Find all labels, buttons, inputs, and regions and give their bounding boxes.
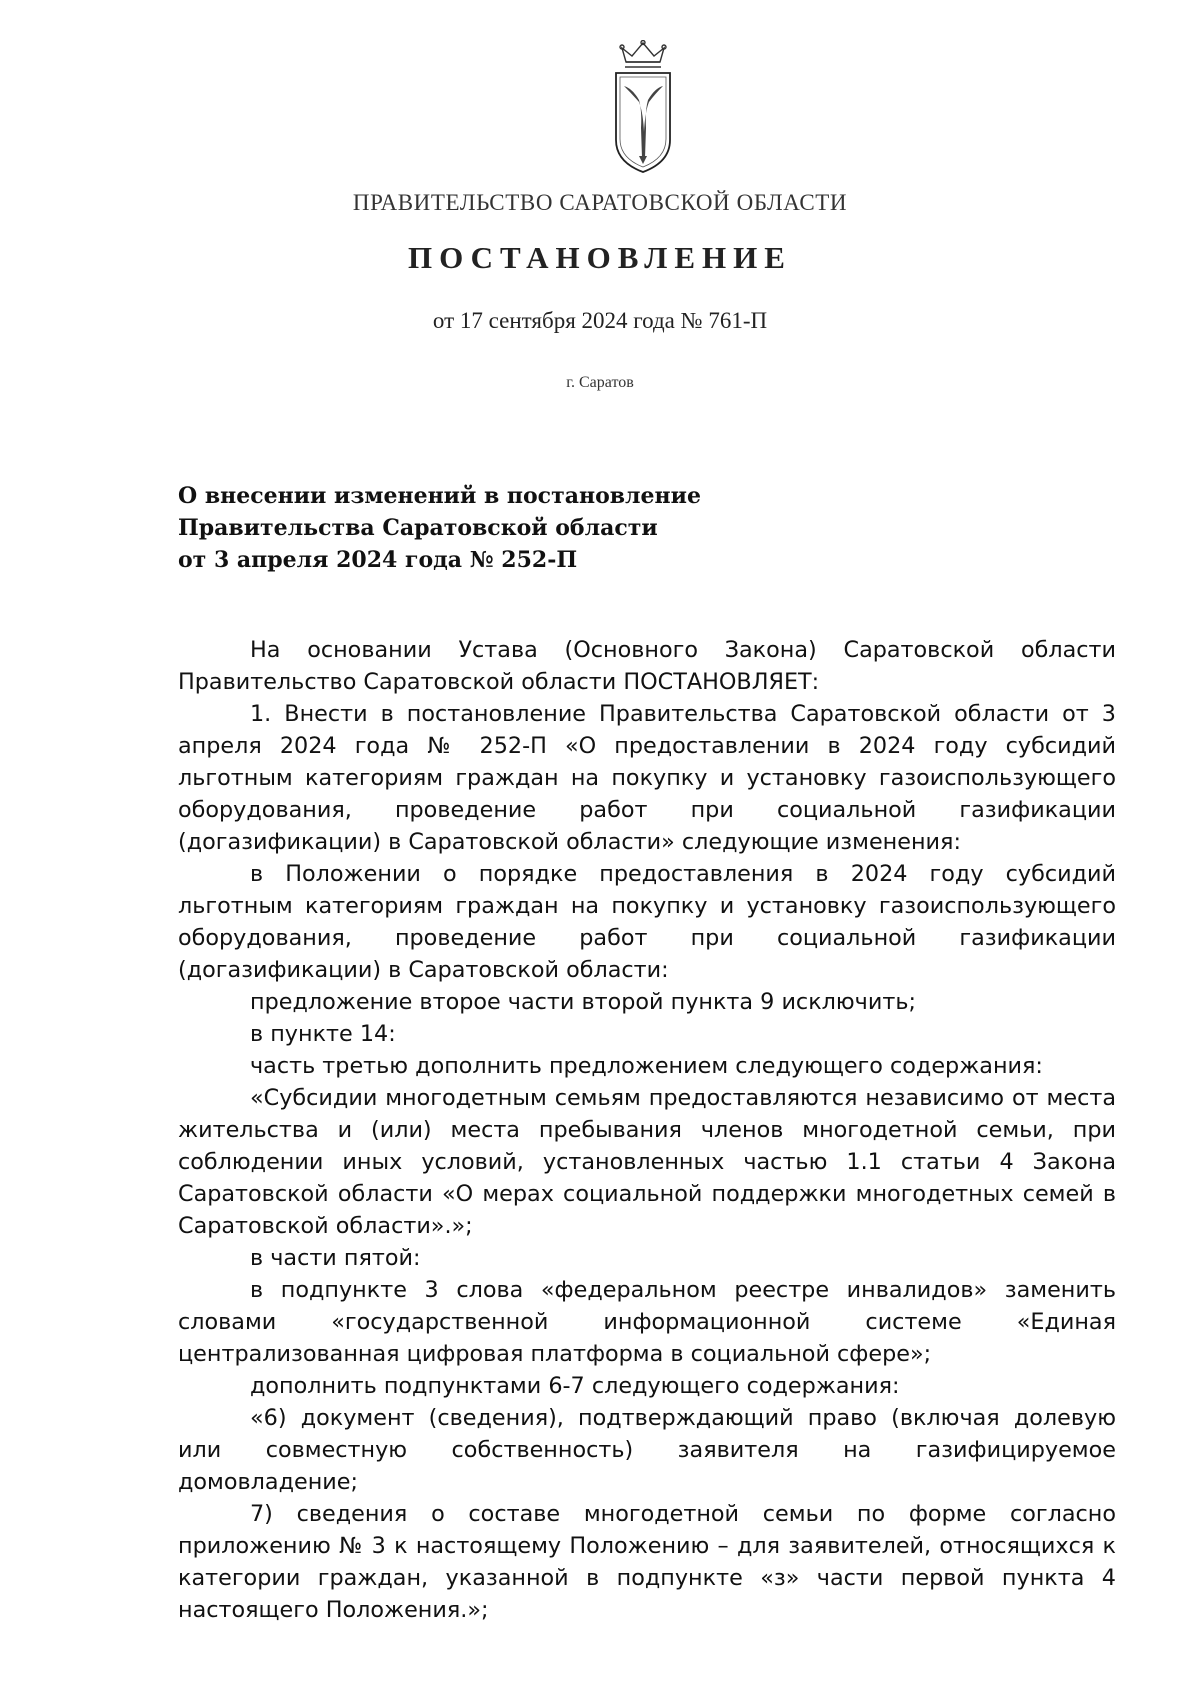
body-paragraph: предложение второе части второй пункта 9 исключить; (250, 989, 916, 1015)
government-title: ПРАВИТЕЛЬСТВО САРАТОВСКОЙ ОБЛАСТИ (352, 190, 848, 215)
title-line: Правительства Саратовской области (178, 515, 658, 541)
body-paragraph: дополнить подпунктами 6-7 следующего содержания: (250, 1373, 900, 1399)
body-paragraph: в части пятой: (250, 1245, 421, 1271)
body-paragraph: в Положении о порядке предоставления в 2024 году субсидий льготным категориям граждан на покупку и установку газоиспользующего оборудования, проведение работ при социальной газификации (догазификации) в Саратовской области: (178, 861, 1116, 983)
saratov-coat-of-arms-icon (612, 40, 674, 176)
body-paragraph: «Субсидии многодетным семьям предоставляются независимо от места жительства и (или) места пребывания членов многодетной семьи, при соблюдении иных условий, установленных частью 1.1 статьи 4 Закона Саратовской области «О мерах социальной поддержки многодетных семей в Саратовской области».»; (178, 1085, 1116, 1239)
document-title (178, 480, 778, 576)
document-city: г. Саратов (566, 374, 634, 391)
body-paragraph: в подпункте 3 слова «федеральном реестре инвалидов» заменить словами «государственной информационной системе «Единая централизованная цифровая платформа в социальной сфере»; (178, 1277, 1116, 1367)
body-paragraph: На основании Устава (Основного Закона) Саратовской области Правительство Саратовской области ПОСТАНОВЛЯЕТ: (178, 637, 1116, 695)
title-line: от 3 апреля 2024 года № 252-П (178, 547, 578, 573)
body-paragraph: 1. Внести в постановление Правительства Саратовской области от 3 апреля 2024 года № 252-П «О предоставлении в 2024 году субсидий льготным категориям граждан на покупку и установку газоиспользующего оборудования, проведение работ при социальной газификации (догазификации) в Саратовской области» следующие изменения: (178, 701, 1116, 855)
document-type: ПОСТАНОВЛЕНИЕ (408, 240, 792, 275)
body-paragraph: в пункте 14: (250, 1021, 396, 1047)
document-date-number: от 17 сентября 2024 года № 761-П (432, 308, 768, 333)
document-body (178, 634, 1116, 1626)
body-paragraph: часть третью дополнить предложением следующего содержания: (250, 1053, 1043, 1079)
body-paragraph: 7) сведения о составе многодетной семьи по форме согласно приложению № 3 к настоящему Положению – для заявителей, относящихся к категории граждан, указанной в подпункте «з» части первой пункта 4 настоящего Положения.»; (178, 1501, 1116, 1623)
title-line: О внесении изменений в постановление (178, 483, 701, 509)
body-paragraph: «6) документ (сведения), подтверждающий право (включая долевую или совместную собственность) заявителя на газифицируемое домовладение; (178, 1405, 1116, 1495)
